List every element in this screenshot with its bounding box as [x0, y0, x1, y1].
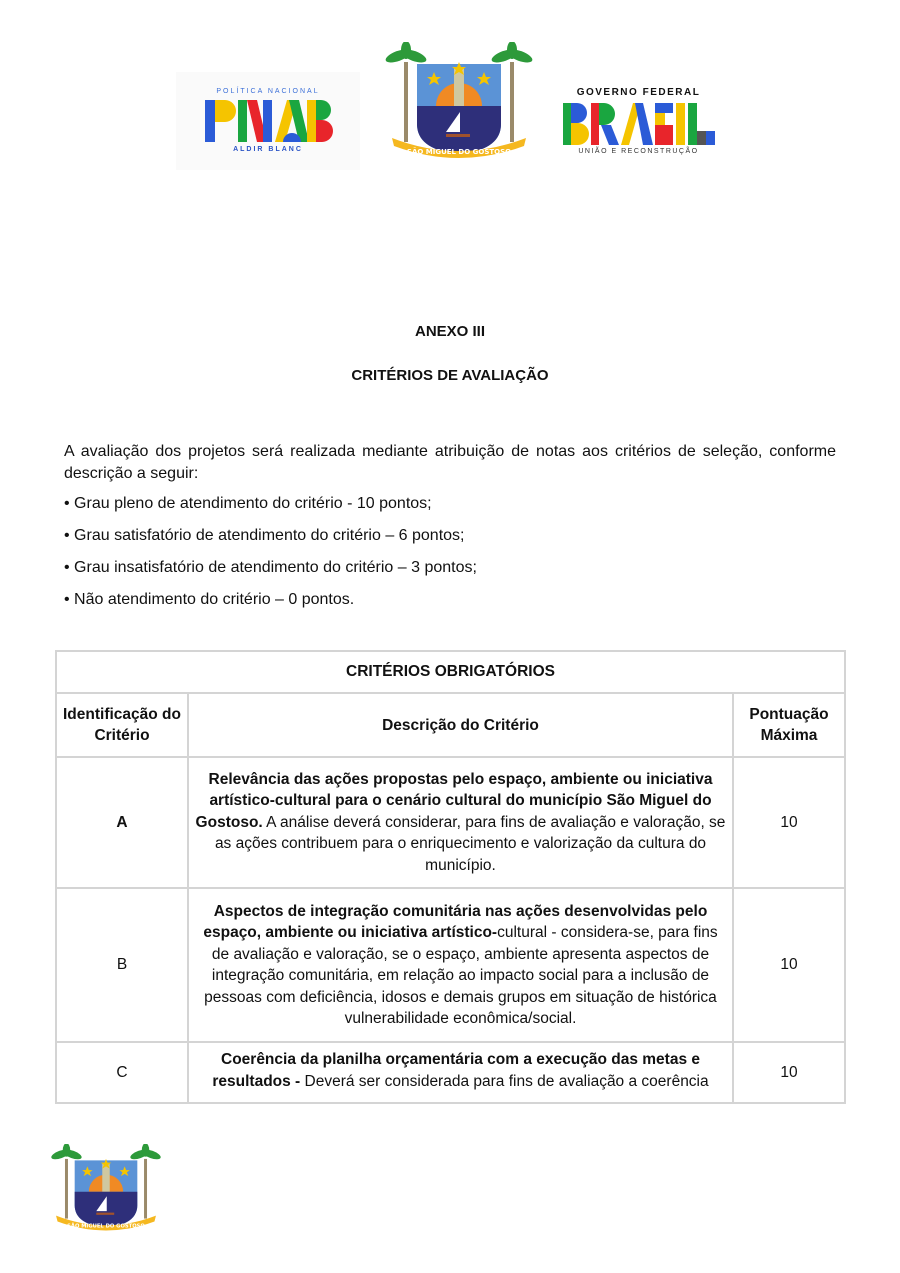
criterion-title: Relevância das ações propostas pelo espaço, ambiente ou iniciativa artístico-cultural para o cenário cultural do município São Miguel do Gostoso. — [195, 770, 713, 831]
criterion-title: Coerência da planilha orçamentária com a execução das metas e resultados - — [212, 1051, 700, 1090]
table-row — [56, 757, 845, 888]
intro-paragraph: A avaliação dos projetos será realizada mediante atribuição de notas aos critérios de seleção, conforme descrição a seguir: — [64, 443, 836, 482]
pnab-mark-icon — [205, 100, 333, 142]
bullet-item: • Não atendimento do critério – 0 pontos. — [64, 591, 355, 608]
column-header-description: Descrição do Critério — [188, 693, 733, 757]
bullet-item: • Grau insatisfatório de atendimento do critério – 3 pontos; — [64, 559, 477, 576]
gov-bottom-text: UNIÃO E RECONSTRUÇÃO — [578, 148, 699, 155]
pnab-bottom-text: ALDIR BLANC — [233, 146, 303, 153]
criterion-description — [188, 1042, 733, 1103]
pnab-top-text: POLÍTICA NACIONAL — [216, 88, 320, 95]
governo-federal-logo — [556, 85, 721, 160]
table-header-row — [56, 693, 845, 757]
criterion-score: 10 — [733, 1042, 845, 1103]
criterion-score: 10 — [733, 757, 845, 888]
footer-crest-ribbon-text: SÃO MIGUEL DO GOSTOSO — [67, 1223, 145, 1230]
crest-ribbon-text: SÃO MIGUEL DO GOSTOSO — [406, 148, 512, 156]
criterion-description — [188, 757, 733, 888]
bullet-item: • Grau satisfatório de atendimento do critério – 6 pontos; — [64, 527, 465, 544]
criteria-table — [55, 650, 846, 1104]
criterion-id: A — [56, 757, 188, 888]
pnab-logo — [176, 72, 360, 170]
criterion-id: C — [56, 1042, 188, 1103]
table-row — [56, 888, 845, 1042]
annex-heading: ANEXO III — [414, 323, 485, 340]
footer-crest-icon — [50, 1144, 162, 1232]
column-header-score: Pontuação Máxima — [733, 693, 845, 757]
column-header-id: Identificação do Critério — [56, 693, 188, 757]
criterion-text: Deverá ser considerada para fins de avaliação a coerência — [300, 1072, 709, 1090]
table-row — [56, 1042, 845, 1103]
page-title: CRITÉRIOS DE AVALIAÇÃO — [351, 367, 549, 384]
criterion-description — [188, 888, 733, 1042]
bullet-item: • Grau pleno de atendimento do critério - 10 pontos; — [64, 495, 432, 512]
table-title-row — [56, 651, 845, 693]
criterion-id: B — [56, 888, 188, 1042]
sao-miguel-crest-icon — [384, 42, 534, 160]
table-title: CRITÉRIOS OBRIGATÓRIOS — [56, 651, 845, 693]
criterion-score: 10 — [733, 888, 845, 1042]
brasil-mark-icon — [563, 103, 715, 145]
criterion-text: cultural - considera-se, para fins de avaliação e valoração, se o espaço, ambiente apresenta aspectos de integração comunitária, em relação ao impacto social para a inclusão de pessoas com deficiência, idosos e demais grupos em situação de histórica vulnerabilidade econômica/social. — [204, 924, 718, 1027]
criterion-text: A análise deverá considerar, para fins de avaliação e valoração, se as ações contribuem para o enriquecimento e valorização da cultura do município. — [214, 813, 726, 874]
gov-top-text: GOVERNO FEDERAL — [576, 87, 701, 98]
criterion-title: Aspectos de integração comunitária nas ações desenvolvidas pelo espaço, ambiente ou iniciativa artístico- — [203, 902, 708, 941]
